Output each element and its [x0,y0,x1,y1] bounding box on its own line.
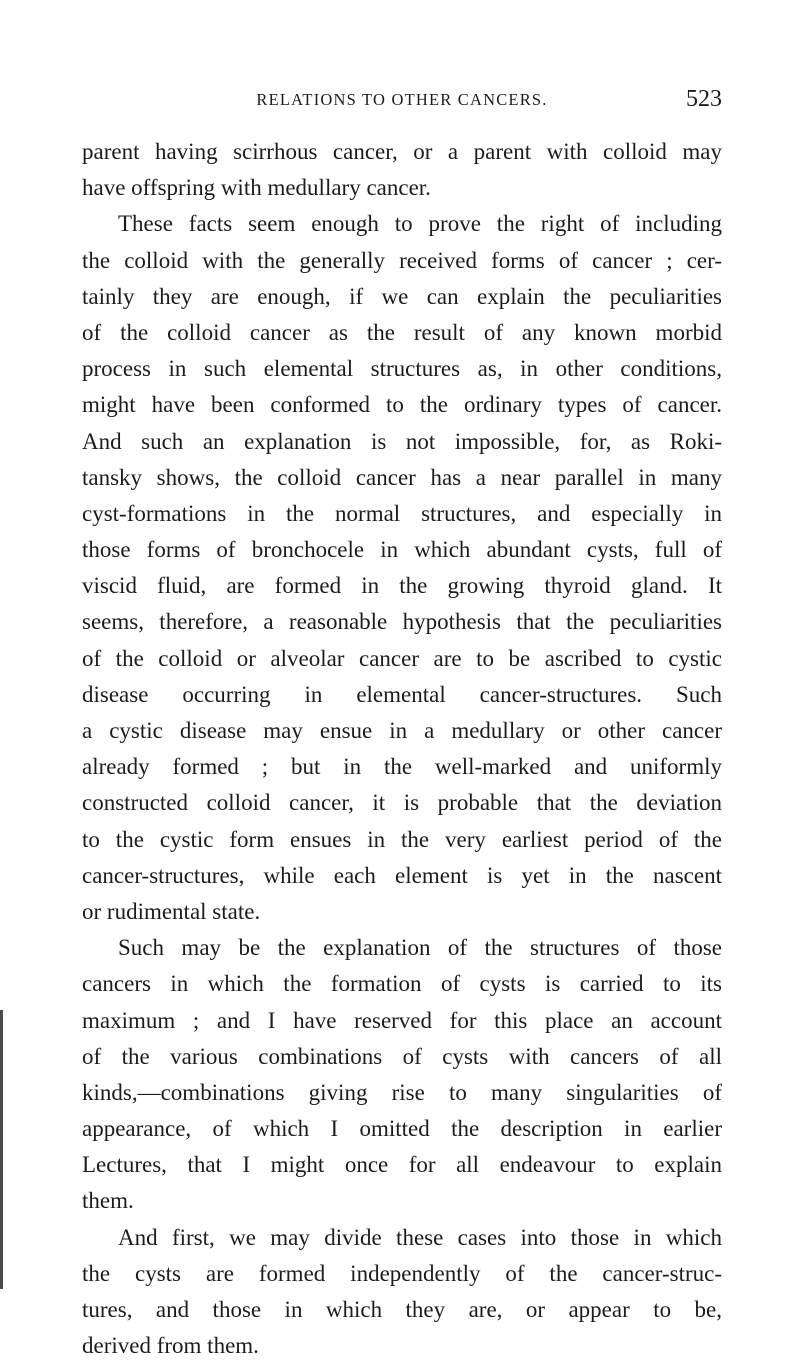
text-line: of the various combinations of cysts with cancers of all [82,1043,722,1069]
text-line: have offspring with medullary cancer. [82,175,431,201]
text-line: those forms of bronchocele in which abundant cysts, full of [82,537,722,563]
text-line: kinds,—combinations giving rise to many singularities of [82,1079,722,1105]
text-line: seems, therefore, a reasonable hypothesis that the peculiarities [82,609,722,635]
running-title: RELATIONS TO OTHER CANCERS. [256,90,548,109]
text-line: the cysts are formed independently of the cancer-struc- [82,1260,722,1286]
text-line: process in such elemental structures as, in other conditions, [82,356,722,382]
text-line: a cystic disease may ensue in a medullary or other cancer [82,718,722,743]
text-line: Lectures, that I might once for all endeavour to explain [82,1152,722,1178]
text-line: constructed colloid cancer, it is probable that the deviation [82,790,722,816]
text-line: might have been conformed to the ordinary types of cancer. [82,392,722,418]
text-line: And such an explanation is not impossible, for, as Roki- [82,428,722,454]
text-line: viscid fluid, are formed in the growing thyroid gland. It [82,573,722,599]
text-line: them. [82,1188,134,1214]
text-line: to the cystic form ensues in the very earliest period of the [82,826,722,852]
text-line: parent having scirrhous cancer, or a parent with colloid may [82,139,722,164]
text-line: cancers in which the formation of cysts is carried to its [82,971,722,997]
page-number: 523 [686,86,722,112]
text-line: of the colloid cancer as the result of any known morbid [82,319,722,345]
text-line: And first, we may divide these cases into those in which [118,1224,722,1250]
text-line: cancer-structures, while each element is yet in the nascent [82,862,722,888]
text-line: These facts seem enough to prove the right of including [118,211,722,237]
text-line: derived from them. [82,1333,259,1359]
text-line: or rudimental state. [82,898,261,924]
text-line: maximum ; and I have reserved for this place an account [82,1007,722,1033]
running-head [82,86,722,116]
text-line: tures, and those in which they are, or appear to be, [82,1297,722,1322]
text-line: of the colloid or alveolar cancer are to be ascribed to cystic [82,645,722,671]
text-line: tainly they are enough, if we can explain the peculiarities [82,283,722,309]
text-line: Such may be the explanation of the structures of those [118,935,722,961]
text-line: disease occurring in elemental cancer-structures. Such [82,681,722,707]
text-line: appearance, of which I omitted the description in earlier [82,1116,722,1142]
page-edge-shadow [0,1010,3,1289]
body-text [82,134,722,1364]
text-line: the colloid with the generally received forms of cancer ; cer- [82,247,722,273]
text-line: already formed ; but in the well-marked and uniformly [82,754,722,780]
text-line: cyst-formations in the normal structures, and especially in [82,500,722,526]
text-line: tansky shows, the colloid cancer has a near parallel in many [82,464,722,490]
